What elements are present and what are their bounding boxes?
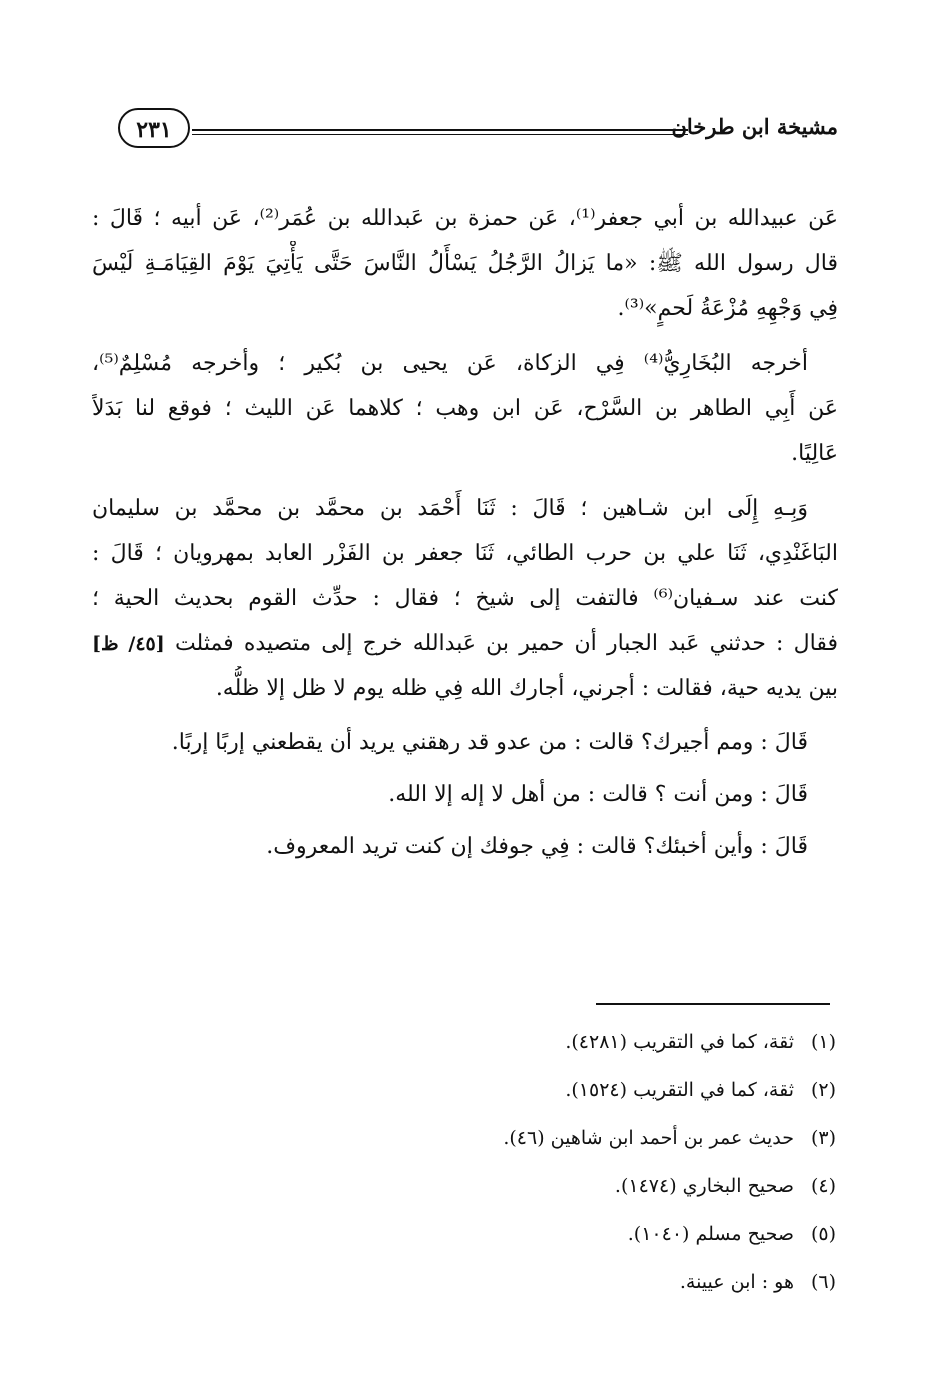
footnote-item [300, 1210, 836, 1258]
footnote-text: حديث عمر بن أحمد ابن شاهين (٤٦). [503, 1127, 794, 1149]
footnote-item [300, 1114, 836, 1162]
footnote-number: (٣) [810, 1127, 836, 1149]
footnote-number: (٥) [810, 1223, 836, 1245]
footnote-item [300, 1162, 836, 1210]
text-line: وَبِـهِ إِلَى ابن شـاهين ؛ قَالَ : ثَنَا أَحْمَد بن محمَّد بن محمَّد بن سليمان [92, 496, 808, 521]
page-number: ٢٣١ [118, 108, 190, 148]
text-line: بين يديه حية، فقالت : أجرني، أجارك الله فِي ظله يوم لا ظل إلا ظلُّه. [215, 676, 838, 701]
header-rule [192, 129, 688, 135]
text-line: عَن عبيدالله بن أبي جعفر⁽¹⁾، عَن حمزة بن عَبدالله بن عُمَر⁽²⁾، عَن أبيه ؛ قَالَ : [92, 206, 838, 231]
text-line: البَاغَنْدِي، ثَنَا علي بن حرب الطائي، ثَنَا جعفر بن الفَزْر العابد بمهرويان ؛ قَالَ : [92, 541, 838, 566]
footnote-text: هو : ابن عيينة. [679, 1271, 794, 1293]
footnote-item [300, 1258, 836, 1306]
text-line: قَالَ : ومم أجيرك؟ قالت : من عدو قد رهقني يريد أن يقطعني إربًا إربًا. [171, 730, 808, 755]
text-line: قَالَ : ومن أنت ؟ قالت : من أهل لا إله إلا الله. [388, 782, 808, 807]
text-line: قَالَ : وأين أخبئك؟ قالت : فِي جوفك إن كنت تريد المعروف. [266, 834, 808, 859]
footnote-number: (٦) [810, 1271, 836, 1293]
footnote-item [300, 1018, 836, 1066]
main-text [92, 196, 838, 873]
footnotes [300, 1018, 836, 1306]
running-title: مشيخة ابن طرخان [671, 114, 838, 139]
footnote-item [300, 1066, 836, 1114]
footnote-number: (٢) [810, 1079, 836, 1101]
text-line-content: فقال : حدثني عَبد الجبار أن حمير بن عَبدالله خرج إلى متصيده فمثلت [174, 631, 838, 656]
footnote-number: (١) [810, 1031, 836, 1053]
text-line: قال رسول الله ﷺ: «ما يَزالُ الرَّجُلُ يَسْأَلُ النَّاسَ حَتَّى يَأْتِيَ يَوْمَ القِيَامَـةِ لَيْسَ [92, 251, 838, 276]
footnote-text: ثقة، كما في التقريب (١٥٢٤). [565, 1079, 794, 1101]
text-line: فِي وَجْهِهِ مُزْعَةُ لَحمٍ»⁽³⁾. [617, 296, 838, 321]
footnote-separator [596, 1003, 830, 1005]
footnote-number: (٤) [810, 1175, 836, 1197]
text-line [92, 621, 838, 666]
manuscript-folio-marker: [٤٥/ ظ] [92, 633, 165, 655]
footnote-text: صحيح مسلم (١٠٤٠). [627, 1223, 794, 1245]
text-line: كنت عند سـفيان⁽⁶⁾ فالتفت إلى شيخ ؛ فقال : حدِّث القوم بحديث الحية ؛ [92, 586, 838, 611]
text-line: عَالِيًا. [791, 441, 838, 466]
page-header [118, 108, 838, 152]
footnote-text: ثقة، كما في التقريب (٤٢٨١). [565, 1031, 794, 1053]
text-line: أخرجه البُخَارِيُّ⁽⁴⁾ فِي الزكاة، عَن يحيى بن بُكير ؛ وأخرجه مُسْلِمٌ⁽⁵⁾، [92, 351, 808, 376]
text-line: عَن أَبِي الطاهر بن السَّرْح، عَن ابن وهب ؛ كلاهما عَن الليث ؛ فوقع لنا بَدَلاً [92, 396, 838, 421]
footnote-text: صحيح البخاري (١٤٧٤). [614, 1175, 794, 1197]
